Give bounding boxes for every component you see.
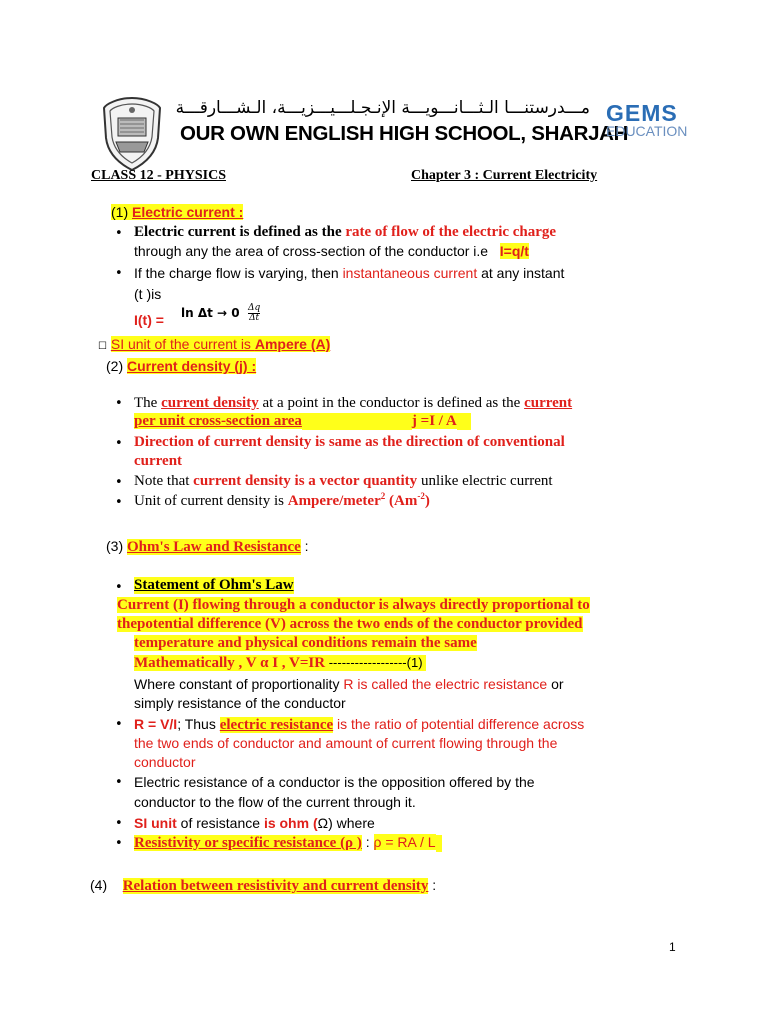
bullet-icon: •	[115, 836, 123, 851]
chapter-label: Chapter 3 : Current Electricity	[411, 168, 598, 183]
bullet-icon: •	[115, 396, 123, 411]
bullet-icon: •	[115, 226, 123, 241]
s1-instantaneous-line1: If the charge flow is varying, then instantaneous current at any instant	[134, 265, 565, 281]
ohms-law-line1: Current (I) flowing through a conductor is always directly proportional to	[117, 597, 590, 613]
dq-dt-fraction: $\frac{\Delta q}{\Delta t}$	[248, 303, 261, 323]
class-label: CLASS 12 - PHYSICS	[91, 168, 226, 183]
resistance-definition-line2: the two ends of conductor and amount of current flowing through the	[134, 735, 558, 751]
bullet-icon: •	[115, 580, 123, 595]
arabic-school-name: مـــدرستنـــا الـثـــانـــويـــة الإنـجـلـــيـــزيـــة، الـشـــارقـــة	[175, 98, 590, 118]
bullet-icon: •	[115, 775, 123, 790]
instantaneous-current-label: I(t) =	[134, 312, 164, 328]
s2-unit: Unit of current density is Ampere/meter$^2$ $(Am^{-2})$	[134, 491, 430, 509]
bullet-icon: •	[115, 717, 123, 732]
opposition-line1: Electric resistance of a conductor is the opposition offered by the	[134, 774, 535, 790]
ohms-law-statement-title: Statement of Ohm's Law	[134, 577, 294, 593]
gems-logo-brand: GEMS	[606, 100, 678, 126]
s2-direction-line2: current	[134, 453, 183, 469]
opposition-line2: conductor to the flow of the current through it.	[134, 794, 416, 810]
ohms-law-where-line2: simply resistance of the conductor	[134, 695, 346, 711]
bullet-icon: •	[115, 266, 123, 281]
s1-definition-line2: through any the area of cross-section of the conductor i.e I=q/t	[134, 243, 529, 259]
s1-instantaneous-line2: (t )is	[134, 286, 162, 302]
si-unit-current: ☐ SI unit of the current is Ampere (A)	[98, 336, 331, 352]
si-unit-resistance: SI unit of resistance is ohm (Ω) where	[134, 815, 375, 831]
ohms-law-line2: thepotential difference (V) across the two ends of the conductor provided	[117, 616, 583, 632]
s2-direction-line1: Direction of current density is same as the direction of conventional	[134, 434, 565, 450]
ohms-law-line3: temperature and physical conditions remain the same	[134, 635, 477, 651]
page-number: 1	[669, 940, 676, 954]
section3-heading: (3) Ohm's Law and Resistance :	[106, 538, 309, 555]
school-crest-logo	[100, 94, 164, 172]
s2-definition-line2: per unit cross-section area j =I / A	[134, 413, 471, 430]
resistivity-definition: Resistivity or specific resistance (ρ ) : ρ = RA / L	[134, 834, 442, 852]
checkbox-icon: ☐	[98, 341, 107, 352]
section2-heading: (2) Current density (j) :	[106, 358, 257, 374]
bullet-icon: •	[115, 495, 123, 510]
ohms-law-math: Mathematically , V α I , V=IR ------------------(1)	[134, 655, 426, 672]
s1-definition-line1: Electric current is defined as the rate of flow of the electric charge	[134, 224, 557, 240]
section1-heading: (1) Electric current :	[111, 204, 244, 220]
resistance-definition-line3: conductor	[134, 754, 196, 770]
resistance-definition-line1: R = V/I; Thus electric resistance is the ratio of potential difference across	[134, 716, 585, 733]
s2-vector-note: Note that current density is a vector quantity unlike electric current	[134, 473, 553, 489]
s2-definition-line1: The current density at a point in the conductor is defined as the current	[134, 395, 573, 411]
gems-logo-sub: EDUCATION	[606, 123, 688, 139]
bullet-icon: •	[115, 475, 123, 490]
ohms-law-where-line1: Where constant of proportionality R is called the electric resistance or	[134, 676, 564, 692]
school-name: OUR OWN ENGLISH HIGH SCHOOL, SHARJAH	[180, 122, 629, 145]
bullet-icon: •	[115, 816, 123, 831]
bullet-icon: •	[115, 436, 123, 451]
section4-heading: (4) Relation between resistivity and current density :	[90, 877, 437, 894]
limit-expression: ln Δt → 0	[181, 306, 240, 320]
